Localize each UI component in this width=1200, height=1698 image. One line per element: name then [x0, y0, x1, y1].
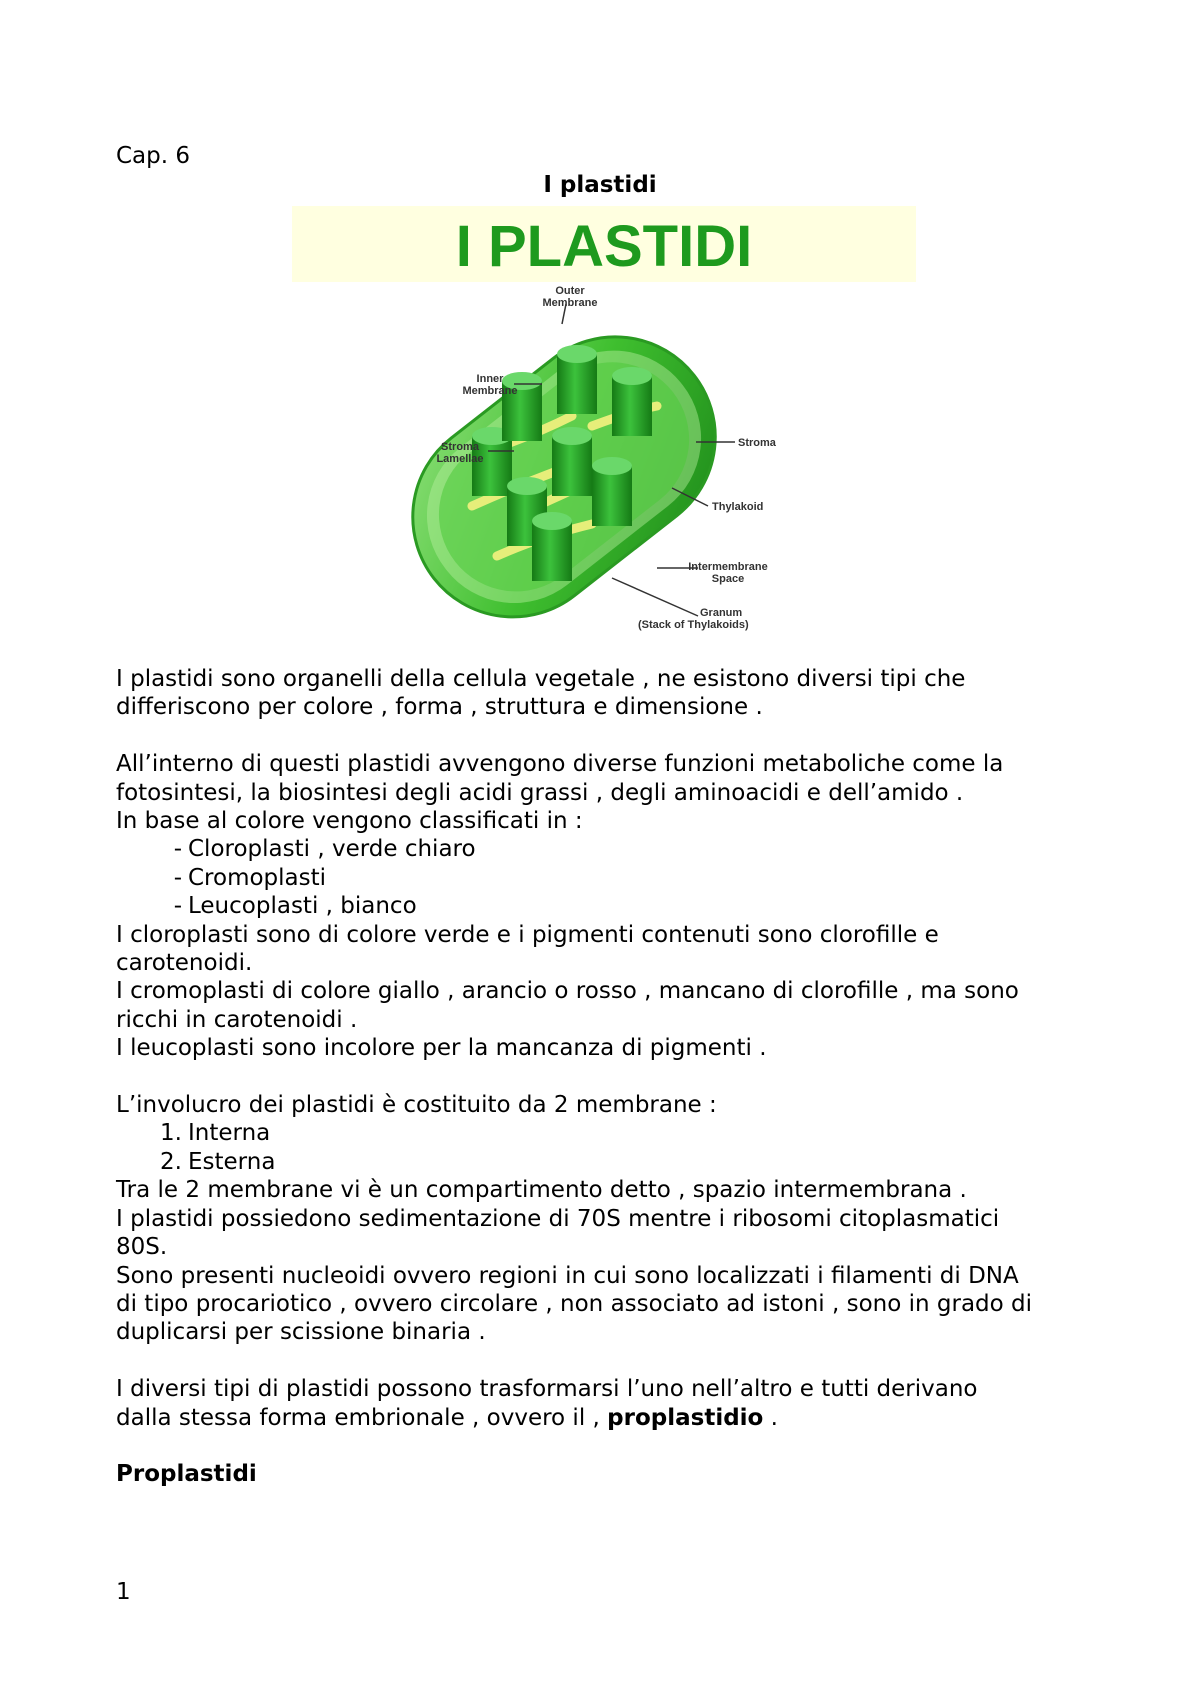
- list-number: 1.: [160, 1120, 182, 1147]
- text-line: [116, 1404, 1116, 1432]
- plastid-figure: [292, 206, 916, 652]
- label-stroma-lamellae-1: Stroma: [441, 441, 479, 453]
- label-outer-membrane-1: Outer: [555, 285, 585, 297]
- list-item-text: Leucoplasti , bianco: [188, 893, 417, 920]
- text-segment: .: [770, 1404, 778, 1431]
- bullet-dash: -: [173, 864, 182, 891]
- banner-title: I PLASTIDI: [455, 214, 753, 279]
- label-granum-2: (Stack of Thylakoids): [638, 619, 749, 631]
- list-item: [116, 1148, 1116, 1176]
- list-item-text: Cromoplasti: [188, 864, 327, 891]
- text-line: I cromoplasti di colore giallo , arancio o rosso , mancano di clorofille , ma sono: [116, 978, 1019, 1005]
- label-inner-membrane-1: Inner: [476, 373, 504, 385]
- text-line: ricchi in carotenoidi .: [116, 1006, 358, 1033]
- label-granum-1: Granum: [700, 607, 743, 619]
- text-line: I diversi tipi di plastidi possono trasformarsi l’uno nell’altro e tutti derivano: [116, 1376, 978, 1403]
- text-line: I cloroplasti sono di colore verde e i pigmenti contenuti sono clorofille e: [116, 921, 939, 948]
- text-line: All’interno di questi plastidi avvengono diverse funzioni metaboliche come la: [116, 751, 1004, 778]
- chapter-label: Cap. 6: [116, 143, 191, 169]
- label-thylakoid: Thylakoid: [712, 501, 764, 513]
- text-line: di tipo procariotico , ovvero circolare , non associato ad istoni , sono in grado di: [116, 1290, 1033, 1317]
- label-inner-membrane-2: Membrane: [462, 385, 518, 397]
- list-item: [116, 864, 1116, 892]
- text-line: In base al colore vengono classificati in :: [116, 808, 583, 835]
- text-line: fotosintesi, la biosintesi degli acidi grassi , degli aminoacidi e dell’amido .: [116, 779, 964, 806]
- label-stroma: Stroma: [738, 437, 776, 449]
- text-line: Tra le 2 membrane vi è un compartimento detto , spazio intermembrana .: [116, 1177, 967, 1204]
- page-title: I plastidi: [543, 172, 657, 198]
- label-stroma-lamellae-2: Lamellae: [436, 453, 484, 465]
- bullet-dash: -: [173, 893, 182, 920]
- list-number: 2.: [160, 1148, 182, 1175]
- label-intermembrane-space-2: Space: [711, 573, 745, 585]
- text-line: differiscono per colore , forma , struttura e dimensione .: [116, 694, 763, 721]
- list-item: [116, 835, 1116, 863]
- text-line: L’involucro dei plastidi è costituito da 2 membrane :: [116, 1092, 717, 1119]
- text-line: I plastidi possiedono sedimentazione di 70S mentre i ribosomi citoplasmatici: [116, 1205, 1000, 1232]
- section-heading: Proplastidi: [116, 1461, 257, 1488]
- list-item: [116, 1119, 1116, 1147]
- label-outer-membrane-2: Membrane: [542, 297, 598, 309]
- bold-term: proplastidio: [607, 1404, 764, 1431]
- text-line: carotenoidi.: [116, 950, 253, 977]
- text-line: I plastidi sono organelli della cellula vegetale , ne esistono diversi tipi che: [116, 666, 966, 692]
- label-intermembrane-space-1: Intermembrane: [688, 561, 768, 573]
- list-item-text: Esterna: [188, 1148, 276, 1175]
- bullet-dash: -: [173, 836, 182, 863]
- list-item-text: Interna: [188, 1120, 271, 1147]
- list-item-text: Cloroplasti , verde chiaro: [188, 836, 476, 863]
- text-line: duplicarsi per scissione binaria .: [116, 1319, 486, 1346]
- text-line: Sono presenti nucleoidi ovvero regioni in cui sono localizzati i filamenti di DNA: [116, 1262, 1019, 1289]
- body-text: [116, 665, 1116, 1489]
- text-segment: dalla stessa forma embrionale , ovvero il ,: [116, 1404, 600, 1431]
- list-item: [116, 892, 1116, 920]
- text-line: I leucoplasti sono incolore per la mancanza di pigmenti .: [116, 1035, 767, 1062]
- text-line: 80S.: [116, 1234, 168, 1261]
- page-number: 1: [116, 1579, 131, 1605]
